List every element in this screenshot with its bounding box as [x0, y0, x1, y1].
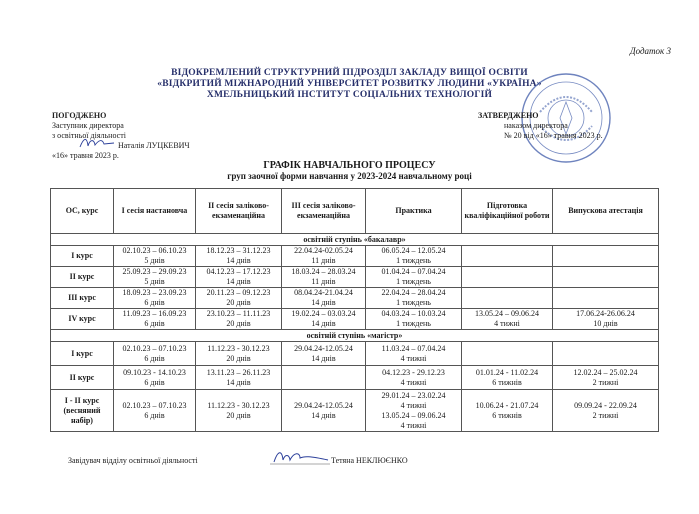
session3-cell: 29.04.24-12.05.24 14 днів: [282, 342, 366, 366]
session2-cell: 04.12.23 – 17.12.23 14 днів: [196, 267, 282, 288]
course-cell: І - ІІ курс (весняний набір): [51, 390, 114, 432]
qualification-cell: [462, 288, 553, 309]
practice-cell: 04.03.24 – 10.03.24 1 тиждень: [366, 309, 462, 330]
session3-cell: [282, 366, 366, 390]
attestation-cell: 17.06.24-26.06.24 10 днів: [553, 309, 659, 330]
agreed-title: ПОГОДЖЕНО: [52, 111, 107, 120]
qualification-cell: [462, 267, 553, 288]
group-row-bachelor: [51, 234, 659, 246]
appendix-label: Додаток 3: [629, 46, 671, 56]
handwritten-signature-icon: [270, 448, 330, 466]
schedule-title-sub: груп заочної форми навчання у 2023-2024 навчальному році: [227, 171, 472, 181]
header-cell: І сесія настановча: [114, 189, 196, 234]
table-row: [51, 267, 659, 288]
course-cell: ІІ курс: [51, 267, 114, 288]
group-label: освітній ступінь «бакалавр»: [51, 234, 659, 246]
agreed-name: Наталія ЛУЦКЕВИЧ: [118, 141, 190, 150]
qualification-cell: [462, 246, 553, 267]
attestation-cell: 12.02.24 – 25.02.24 2 тижні: [553, 366, 659, 390]
practice-cell: 11.03.24 – 07.04.24 4 тижні: [366, 342, 462, 366]
agreed-position-1: Заступник директора: [52, 121, 124, 130]
table-row: [51, 390, 659, 432]
session3-cell: 18.03.24 – 28.03.24 11 днів: [282, 267, 366, 288]
table-row: [51, 309, 659, 330]
qualification-cell: [462, 342, 553, 366]
attestation-cell: [553, 246, 659, 267]
session1-cell: 02.10.23 – 06.10.23 5 днів: [114, 246, 196, 267]
group-row-master: [51, 330, 659, 342]
approval-block-agreed: [52, 111, 190, 161]
practice-cell: 06.05.24 – 12.05.24 1 тиждень: [366, 246, 462, 267]
table-row: [51, 366, 659, 390]
session2-cell: 20.11.23 – 09.12.23 20 днів: [196, 288, 282, 309]
practice-cell: 22.04.24 – 28.04.24 1 тиждень: [366, 288, 462, 309]
header-cell: Практика: [366, 189, 462, 234]
header-cell: ІІІ сесія заліково-екзаменаційна: [282, 189, 366, 234]
table-row: [51, 246, 659, 267]
course-cell: ІІ курс: [51, 366, 114, 390]
session2-cell: 13.11.23 – 26.11.23 14 днів: [196, 366, 282, 390]
footer-position: Завідувач відділу освітньої діяльності: [68, 456, 198, 465]
table-row: [51, 288, 659, 309]
qualification-cell: 13.05.24 – 09.06.24 4 тижні: [462, 309, 553, 330]
approved-line-2: № 20 від «16» травня 2023 р.: [504, 131, 603, 140]
course-cell: IV курс: [51, 309, 114, 330]
session1-cell: 09.10.23 - 14.10.23 6 днів: [114, 366, 196, 390]
practice-cell: 01.04.24 – 07.04.24 1 тиждень: [366, 267, 462, 288]
course-cell: ІІІ курс: [51, 288, 114, 309]
session1-cell: 02.10.23 – 07.10.23 6 днів: [114, 390, 196, 432]
attestation-cell: 09.09.24 - 22.09.24 2 тижні: [553, 390, 659, 432]
approval-block-approved: [478, 111, 603, 141]
attestation-cell: [553, 288, 659, 309]
session1-cell: 11.09.23 – 16.09.23 6 днів: [114, 309, 196, 330]
schedule-title: [0, 160, 699, 182]
session3-cell: 29.04.24-12.05.24 14 днів: [282, 390, 366, 432]
course-cell: І курс: [51, 246, 114, 267]
session3-cell: 19.02.24 – 03.03.24 14 днів: [282, 309, 366, 330]
table-row: [51, 342, 659, 366]
schedule-table: [50, 188, 659, 432]
schedule-title-main: ГРАФІК НАВЧАЛЬНОГО ПРОЦЕСУ: [263, 160, 436, 171]
header-cell: ІІ сесія заліково-екзаменаційна: [196, 189, 282, 234]
header-line-3: ХМЕЛЬНИЦЬКИЙ ІНСТИТУТ СОЦІАЛЬНИХ ТЕХНОЛОГІЙ: [206, 90, 493, 100]
course-cell: І курс: [51, 342, 114, 366]
header-cell: Випускова атестація: [553, 189, 659, 234]
group-label: освітній ступінь «магістр»: [51, 330, 659, 342]
session3-cell: 22.04.24-02.05.24 11 днів: [282, 246, 366, 267]
session2-cell: 11.12.23 - 30.12.23 20 днів: [196, 342, 282, 366]
practice-cell: 04.12.23 - 29.12.23 4 тижні: [366, 366, 462, 390]
agreed-position-2: з освітньої діяльності: [52, 131, 126, 140]
table-header-row: [51, 189, 659, 234]
agreed-date: «16» травня 2023 р.: [52, 151, 119, 160]
qualification-cell: 10.06.24 - 21.07.24 6 тижнів: [462, 390, 553, 432]
session2-cell: 23.10.23 – 11.11.23 20 днів: [196, 309, 282, 330]
practice-cell: 29.01.24 – 23.02.24 4 тижні 13.05.24 – 09.06.24 4 тижні: [366, 390, 462, 432]
session1-cell: 25.09.23 – 29.09.23 5 днів: [114, 267, 196, 288]
header-cell: ОС, курс: [51, 189, 114, 234]
header-line-2: «ВІДКРИТИЙ МІЖНАРОДНИЙ УНІВЕРСИТЕТ РОЗВИТКУ ЛЮДИНИ «УКРАЇНА»: [157, 79, 542, 89]
approved-line-1: наказом директора: [504, 121, 568, 130]
footer-name: Тетяна НЕКЛЮЄНКО: [331, 456, 408, 465]
session2-cell: 18.12.23 – 31.12.23 14 днів: [196, 246, 282, 267]
attestation-cell: [553, 267, 659, 288]
session3-cell: 08.04.24-21.04.24 14 днів: [282, 288, 366, 309]
session1-cell: 18.09.23 – 23.09.23 6 днів: [114, 288, 196, 309]
header-cell: Підготовка кваліфікаційної роботи: [462, 189, 553, 234]
approved-title: ЗАТВЕРДЖЕНО: [478, 111, 539, 120]
session1-cell: 02.10.23 – 07.10.23 6 днів: [114, 342, 196, 366]
attestation-cell: [553, 342, 659, 366]
session2-cell: 11.12.23 - 30.12.23 20 днів: [196, 390, 282, 432]
header-line-1: ВІДОКРЕМЛЕНИЙ СТРУКТУРНИЙ ПІДРОЗДІЛ ЗАКЛАДУ ВИЩОЇ ОСВІТИ: [171, 68, 528, 78]
qualification-cell: 01.01.24 - 11.02.24 6 тижнів: [462, 366, 553, 390]
handwritten-signature-icon: [78, 135, 116, 151]
